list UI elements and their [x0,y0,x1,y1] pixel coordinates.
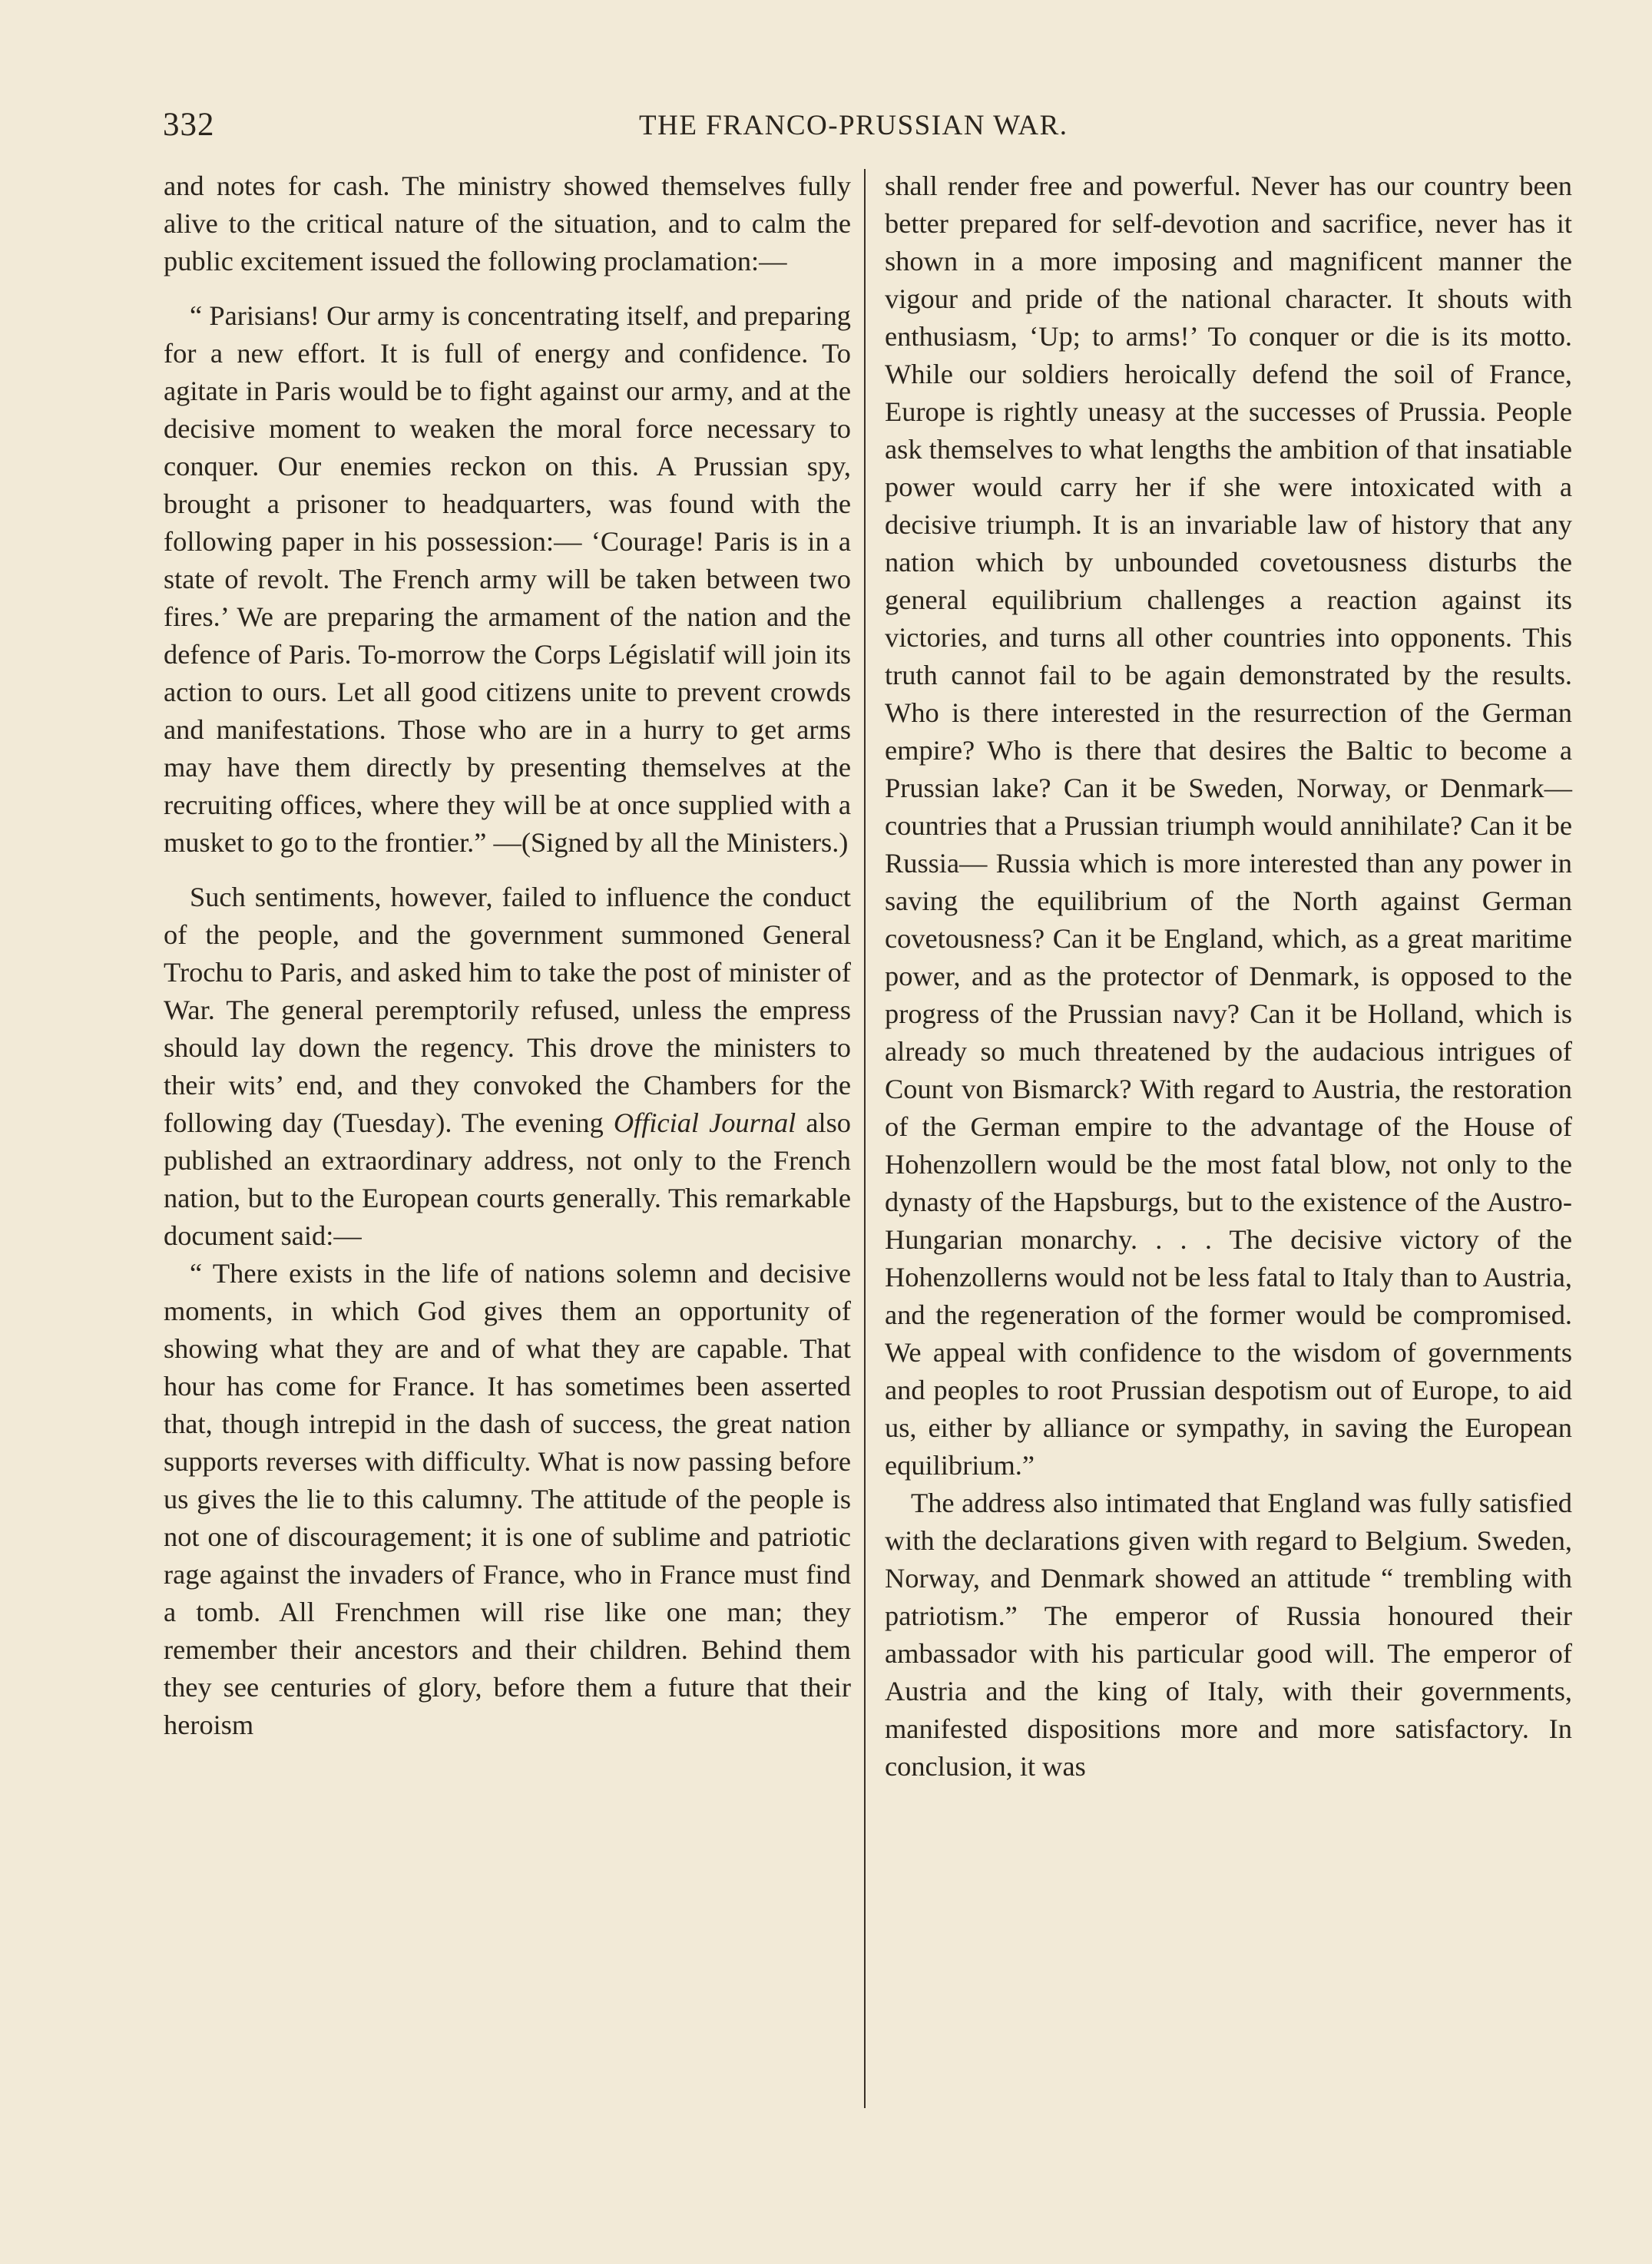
official-journal-title: Official Journal [613,1107,796,1138]
paragraph-address-continued: shall render free and powerful. Never has our country been better prepared for self-devotion and sacrifice, never has it shown in a more imposing and magnificent manner the vigour and pride of the national character. It shouts with enthusiasm, ‘Up; to arms!’ To conquer or die is its motto. While our soldiers heroically defend the soil of France, Europe is rightly uneasy at the successes of Prussia. People ask themselves to what lengths the ambition of that insatiable power would carry her if she were intoxicated with a decisive triumph. It is an invariable law of history that any nation which by unbounded covetousness disturbs the general equilibrium challenges a reaction against its victories, and turns all other countries into opponents. This truth cannot fail to be again demonstrated by the results. Who is there interested in the resurrection of the German empire? Who is there that desires the Baltic to become a Prussian lake? Can it be Sweden, Norway, or Denmark—countries that a Prussian triumph would annihilate? Can it be Russia— Russia which is more interested than any power in saving the equilibrium of the North against German covetousness? Can it be England, which, as a great maritime power, and as the protector of Denmark, is opposed to the progress of the Prussian navy? Can it be Holland, which is already so much threatened by the audacious intrigues of Count von Bismarck? With regard to Austria, the restoration of the German empire to the advantage of the House of Hohenzollern would be the most fatal blow, not only to the dynasty of the Hapsburgs, but to the existence of the Austro-Hungarian monarchy. . . . The decisive victory of the Hohenzollerns would not be less fatal to Italy than to Austria, and the regeneration of the former would be compromised. We appeal with confidence to the wisdom of governments and peoples to root Prussian despotism out of Europe, to aid us, either by alliance or sympathy, in saving the European equilibrium.” [885,170,1572,1481]
paragraph-diplomacy: The address also intimated that England was fully satisfied with the declarations given with regard to Belgium. Sweden, Norway, and Denmark showed an attitude “ trembling with patriotism.” The emperor of Russia honoured their ambassador with his particular good will. The emperor of Austria and the king of Italy, with their governments, manifested dispositions more and more satisfactory. In conclusion, it was [885,1488,1572,1782]
paragraph-trochu-text: Such sentiments, however, failed to influence the conduct of the people, and the government summoned General Trochu to Paris, and asked him to take the post of minister of War. The general peremptorily refused, unless the empress should lay down the regency. This drove the ministers to their wits’ end, and they convoked the Chambers for the following day (Tuesday). The evening [164,882,851,1138]
right-column [885,167,1572,1786]
left-column [164,167,851,1744]
page-header [163,106,1495,149]
paragraph-trochu [164,879,851,1255]
column-divider [864,169,866,2108]
paragraph-trochu-rest: also published an extraordinary address, not only to the French nation, but to the European courts generally. This remarkable document said:— [164,1107,851,1251]
paragraph-intro: and notes for cash. The ministry showed themselves fully alive to the critical nature of the situation, and to calm the public excitement issued the following proclamation:— [164,170,851,276]
running-title: THE FRANCO-PRUSSIAN WAR. [639,110,1068,141]
paragraph-address-start: “ There exists in the life of nations solemn and decisive moments, in which God gives them an opportunity of showing what they are and of what they are capable. That hour has come for France. It has sometimes been asserted that, though intrepid in the dash of success, the great nation supports reverses with difficulty. What is now passing before us gives the lie to this calumny. The attitude of the people is not one of discouragement; it is one of sublime and patriotic rage against the invaders of France, who in France must find a tomb. All Frenchmen will rise like one man; they remember their ancestors and their children. Behind them they see centuries of glory, before them a future that their heroism [164,1258,851,1740]
paragraph-proclamation: “ Parisians! Our army is concentrating itself, and preparing for a new effort. It is full of energy and confidence. To agitate in Paris would be to fight against our army, and at the decisive moment to weaken the moral force necessary to conquer. Our enemies reckon on this. A Prussian spy, brought a prisoner to headquarters, was found with the following paper in his possession:— ‘Courage! Paris is in a state of revolt. The French army will be taken between two fires.’ We are preparing the armament of the nation and the defence of Paris. To-morrow the Corps Législatif will join its action to ours. Let all good citizens unite to prevent crowds and manifestations. Those who are in a hurry to get arms may have them directly by presenting themselves at the recruiting offices, where they will be at once supplied with a musket to go to the frontier.” —(Signed by all the Ministers.) [164,300,851,858]
page-number: 332 [163,107,215,143]
